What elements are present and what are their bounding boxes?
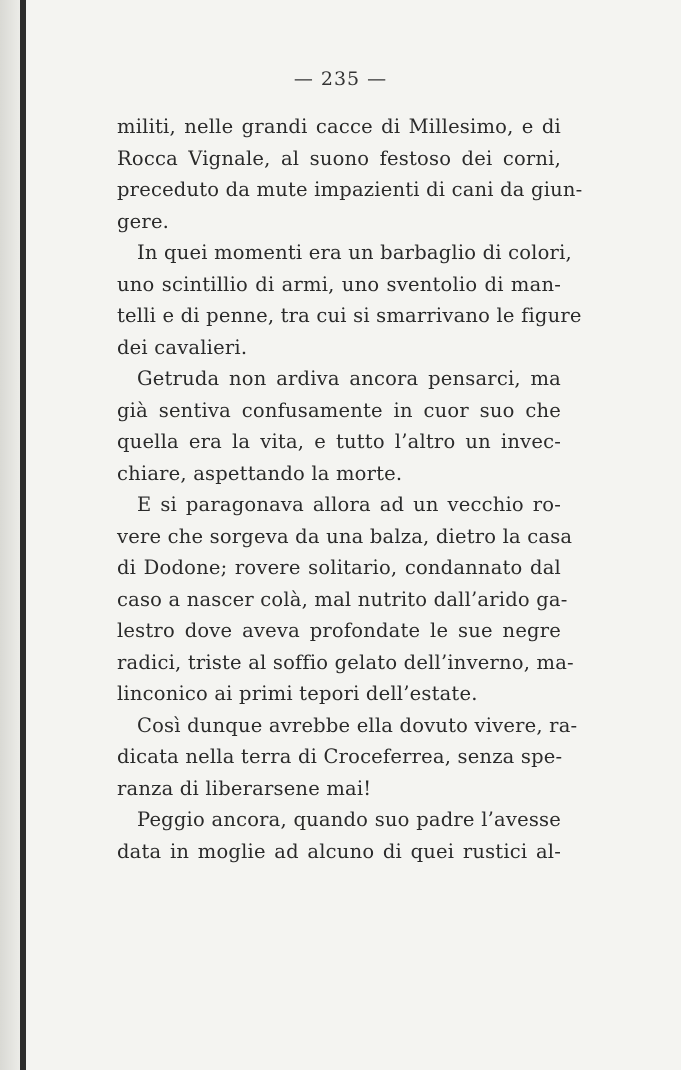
text-line: uno scintillio di armi, uno sventolio di man- <box>117 272 561 296</box>
text-line: data in moglie ad alcuno di quei rustici al- <box>117 839 561 863</box>
text-line: Rocca Vignale, al suono festoso dei corni, <box>117 146 561 170</box>
text-line: In quei momenti era un barbaglio di colori, <box>137 241 572 264</box>
text-line: Getruda non ardiva ancora pensarci, ma <box>137 367 561 390</box>
text-line: vere che sorgeva da una balza, dietro la casa <box>117 524 573 548</box>
text-line: ranza di liberarsene mai! <box>117 776 372 800</box>
text-line: preceduto da mute impazienti di cani da giun- <box>117 178 583 201</box>
text-line: dicata nella terra di Croceferrea, senza spe- <box>117 745 563 768</box>
binding-edge <box>20 0 26 1070</box>
text-line: Così dunque avrebbe ella dovuto vivere, ra- <box>137 713 578 737</box>
body-text <box>117 111 583 867</box>
text-line: di Dodone; rovere solitario, condannato dal <box>117 556 561 579</box>
text-line: lestro dove aveva profondate le sue negre <box>117 619 561 642</box>
page-spine-shadow <box>0 0 20 1070</box>
text-line: radici, triste al soffio gelato dell’inverno, ma- <box>117 650 574 674</box>
text-line: caso a nascer colà, mal nutrito dall’arido ga- <box>117 587 568 611</box>
text-line: Peggio ancora, quando suo padre l’avesse <box>137 808 561 831</box>
text-line: linconico ai primi tepori dell’estate. <box>117 682 478 705</box>
text-line: chiare, aspettando la morte. <box>117 461 403 485</box>
text-line: militi, nelle grandi cacce di Millesimo, e di <box>117 115 561 138</box>
text-line: E si paragonava allora ad un vecchio ro- <box>137 493 561 516</box>
text-line: dei cavalieri. <box>117 335 248 359</box>
text-line: quella era la vita, e tutto l’altro un invec- <box>117 430 561 453</box>
text-line: telli e di penne, tra cui si smarrivano le figure <box>117 304 582 327</box>
text-line: gere. <box>117 209 170 233</box>
text-line: già sentiva confusamente in cuor suo che <box>117 398 561 422</box>
page-number: — 235 — <box>293 68 388 90</box>
